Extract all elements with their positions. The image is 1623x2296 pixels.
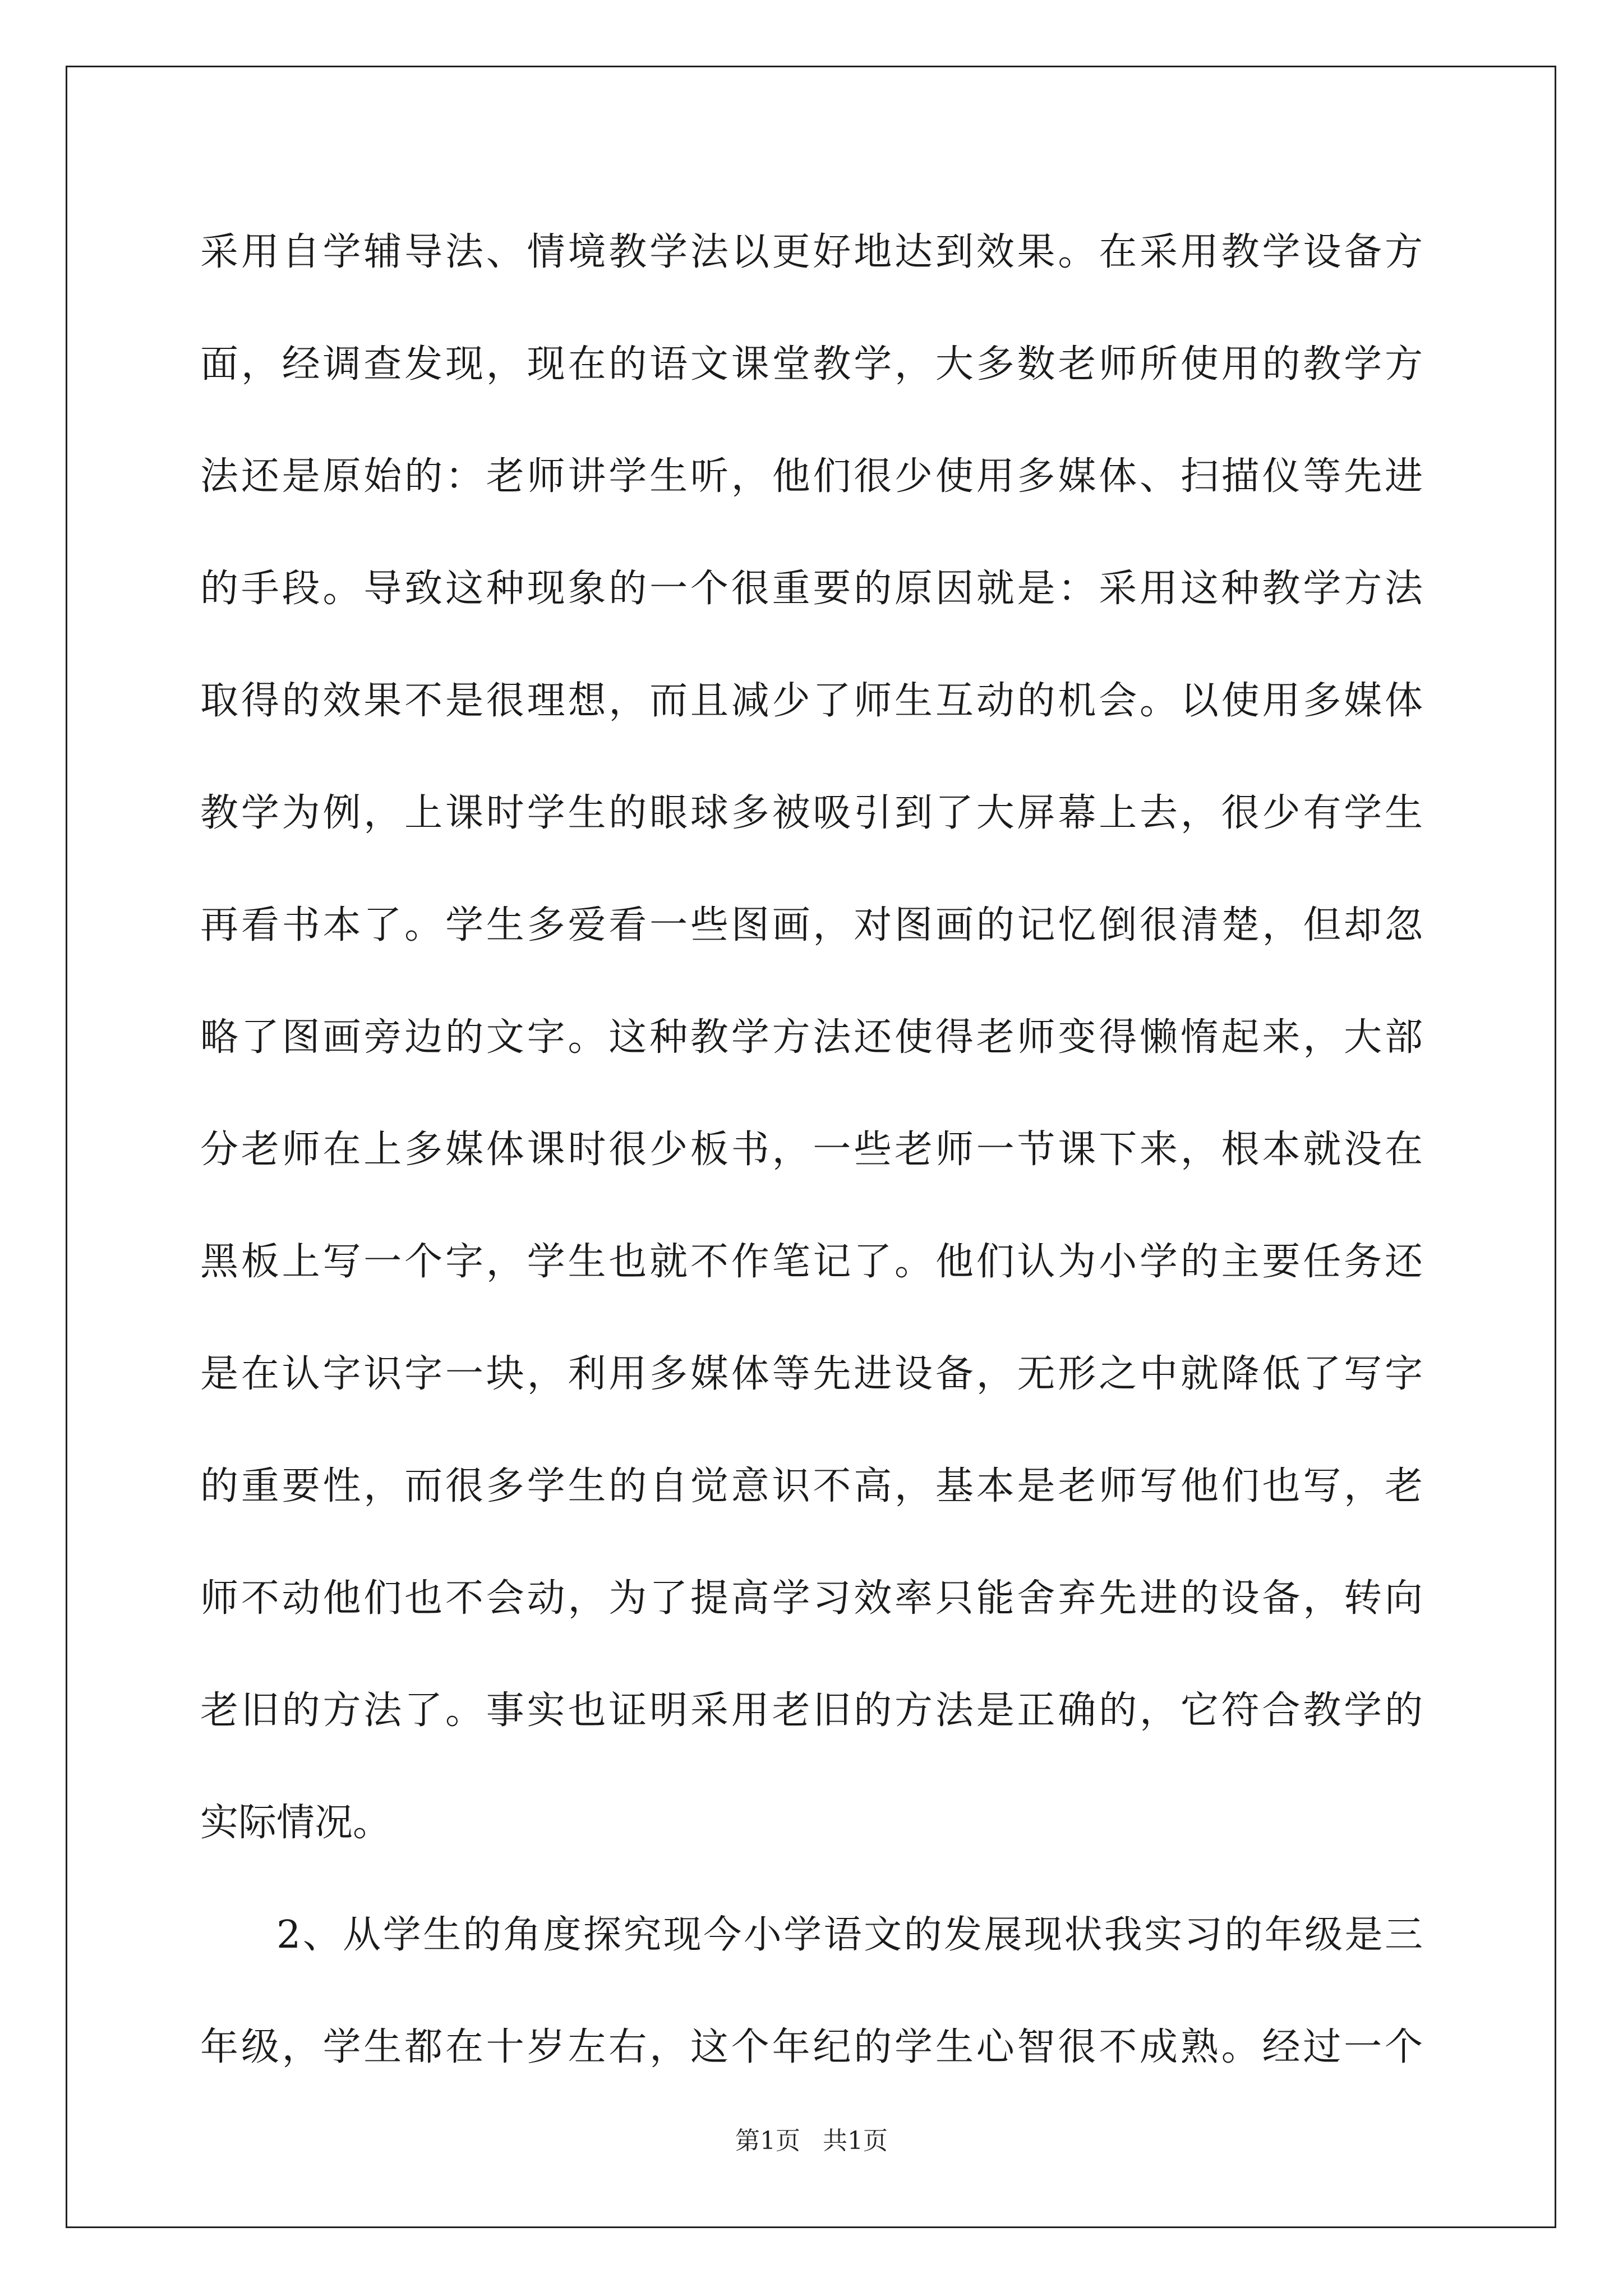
text-line: 再看书本了。学生多爱看一些图画，对图画的记忆倒很清楚，但却忽 [200,903,1423,947]
page-footer [0,2120,1623,2156]
text-line: 分老师在上多媒体课时很少板书，一些老师一节课下来，根本就没在 [200,1128,1423,1172]
document-body [200,196,1423,2104]
page-number: 第1页 [735,2127,800,2155]
text-line: 师不动他们也不会动，为了提高学习效率只能舍弃先进的设备，转向 [200,1576,1423,1621]
text-line: 是在认字识字一块，利用多媒体等先进设备，无形之中就降低了写字 [200,1352,1423,1396]
text-line: 法还是原始的：老师讲学生听，他们很少使用多媒体、扫描仪等先进 [200,454,1423,499]
text-line: 黑板上写一个字，学生也就不作笔记了。他们认为小学的主要任务还 [200,1240,1423,1284]
text-line: 取得的效果不是很理想，而且减少了师生互动的机会。以使用多媒体 [200,679,1423,723]
text-line: 略了图画旁边的文字。这种教学方法还使得老师变得懒惰起来，大部 [200,1015,1423,1060]
paragraph-start-line: 2、从学生的角度探究现今小学语文的发展现状我实习的年级是三 [276,1913,1423,1957]
text-line: 面，经调查发现，现在的语文课堂教学，大多数老师所使用的教学方 [200,342,1423,386]
page-total: 共1页 [823,2127,888,2155]
text-line: 老旧的方法了。事实也证明采用老旧的方法是正确的，它符合教学的 [200,1688,1423,1733]
text-line: 教学为例，上课时学生的眼球多被吸引到了大屏幕上去，很少有学生 [200,791,1423,835]
text-line: 年级，学生都在十岁左右，这个年纪的学生心智很不成熟。经过一个 [200,2025,1423,2069]
text-line: 实际情况。 [200,1801,391,1845]
text-line: 采用自学辅导法、情境教学法以更好地达到效果。在采用教学设备方 [200,230,1423,274]
text-line: 的手段。导致这种现象的一个很重要的原因就是：采用这种教学方法 [200,567,1423,611]
text-line: 的重要性，而很多学生的自觉意识不高，基本是老师写他们也写，老 [200,1464,1423,1508]
